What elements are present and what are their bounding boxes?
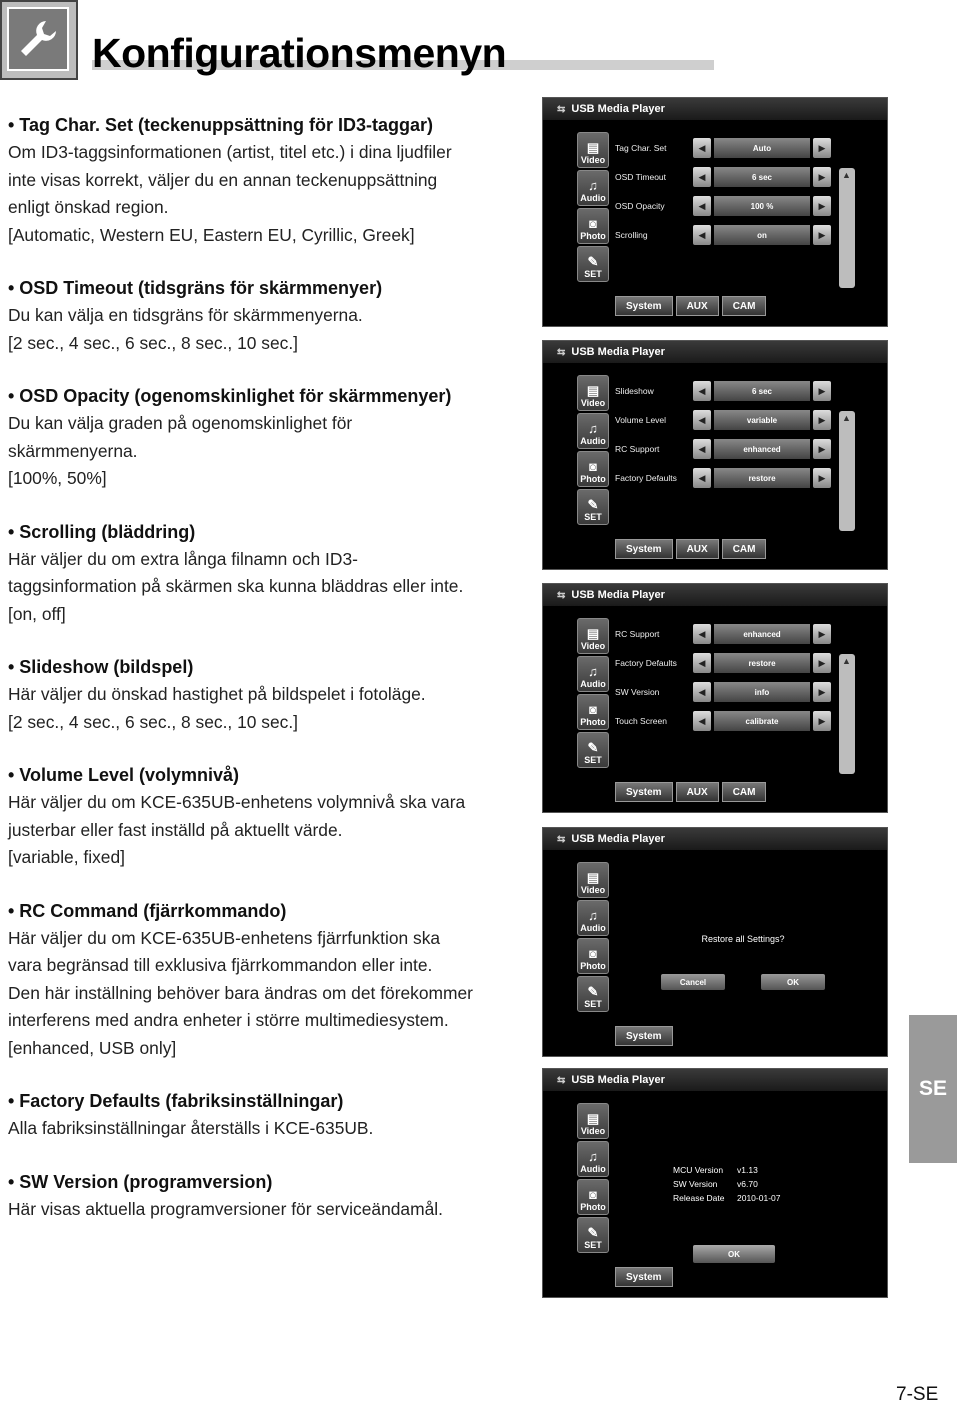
app-titlebar	[543, 341, 887, 363]
setting-value: variable	[714, 410, 810, 430]
scroll-up-icon[interactable]: ▲	[842, 170, 851, 180]
screenshot-version-info	[542, 1068, 888, 1298]
photo-button[interactable]: ◙ Photo	[577, 451, 609, 487]
section-line: [on, off]	[8, 603, 66, 624]
audio-button[interactable]: ♫ Audio	[577, 656, 609, 692]
setting-label: Factory Defaults	[615, 658, 677, 668]
app-titlebar	[543, 1069, 887, 1091]
arrow-right-icon[interactable]: ▶	[813, 468, 831, 488]
set-button[interactable]: ✎ SET	[577, 732, 609, 768]
settings-panel	[615, 134, 851, 250]
arrow-right-icon[interactable]: ▶	[813, 439, 831, 459]
section-line: interferens med andra enheter i större multimediesystem.	[8, 1010, 449, 1030]
dialog-buttons	[643, 974, 843, 990]
arrow-left-icon[interactable]: ◀	[693, 167, 711, 187]
section-line: [variable, fixed]	[8, 847, 125, 867]
setting-value: calibrate	[714, 711, 810, 731]
music-icon: ♫	[588, 421, 598, 436]
set-button[interactable]: ✎ SET	[577, 489, 609, 525]
video-button[interactable]: ▤ Video	[577, 618, 609, 654]
ok-button[interactable]: OK	[693, 1245, 775, 1263]
usb-icon: ⇆	[557, 346, 566, 358]
arrow-left-icon[interactable]: ◀	[693, 439, 711, 459]
bottom-tabs	[615, 1026, 676, 1046]
photo-button[interactable]: ◙ Photo	[577, 938, 609, 974]
setting-label: Touch Screen	[615, 716, 667, 726]
page-title: Konfigurationsmenyn	[92, 30, 507, 76]
audio-button[interactable]: ♫ Audio	[577, 1141, 609, 1177]
tab-system[interactable]: System	[615, 1267, 673, 1287]
arrow-right-icon[interactable]: ▶	[813, 410, 831, 430]
section-line: [enhanced, USB only]	[8, 1037, 177, 1058]
wrench-icon: ✎	[587, 740, 599, 755]
set-button[interactable]: ✎ SET	[577, 976, 609, 1012]
app-titlebar	[543, 98, 887, 120]
arrow-left-icon[interactable]: ◀	[693, 653, 711, 673]
version-row: Release Date 2010-01-07	[673, 1193, 781, 1203]
arrow-right-icon[interactable]: ▶	[813, 624, 831, 644]
version-info	[673, 1165, 780, 1207]
app-title: USB Media Player	[571, 1074, 665, 1086]
wrench-icon: ✎	[587, 497, 599, 512]
arrow-left-icon[interactable]: ◀	[693, 381, 711, 401]
setting-row	[615, 163, 851, 191]
section-sw-version	[8, 1169, 528, 1224]
setting-row	[615, 134, 851, 162]
language-tab: SE	[909, 1015, 957, 1163]
version-row: SW Version v6.70	[673, 1179, 758, 1189]
music-icon: ♫	[588, 664, 598, 679]
section-rc-command	[8, 898, 528, 1063]
scrollbar[interactable]	[839, 168, 855, 288]
section-osd-opacity	[8, 383, 528, 493]
section-line: Du kan välja en tidsgräns för skärmmenyerna.	[8, 305, 363, 325]
usb-icon: ⇆	[557, 589, 566, 601]
section-volume-level	[8, 762, 528, 872]
photo-button[interactable]: ◙ Photo	[577, 694, 609, 730]
set-button[interactable]: ✎ SET	[577, 1217, 609, 1253]
set-button[interactable]: ✎ SET	[577, 246, 609, 282]
video-button[interactable]: ▤ Video	[577, 1103, 609, 1139]
settings-panel	[615, 377, 851, 493]
video-button[interactable]: ▤ Video	[577, 132, 609, 168]
wrench-icon: ✎	[587, 1225, 599, 1240]
scrollbar[interactable]	[839, 654, 855, 774]
page-number: 7-SE	[896, 1384, 939, 1405]
wrench-icon: ✎	[587, 254, 599, 269]
setting-row	[615, 435, 851, 463]
setting-value: restore	[714, 468, 810, 488]
setting-row	[615, 620, 851, 648]
music-icon: ♫	[588, 1149, 598, 1164]
sidebar	[577, 375, 611, 527]
setting-label: SW Version	[615, 687, 660, 697]
audio-button[interactable]: ♫ Audio	[577, 900, 609, 936]
camera-icon: ◙	[589, 946, 597, 961]
setting-value: 6 sec	[714, 167, 810, 187]
section-heading: • OSD Timeout (tidsgräns för skärmmenyer)	[8, 278, 383, 298]
camera-icon: ◙	[589, 216, 597, 231]
setting-value: enhanced	[714, 439, 810, 459]
wrench-icon-badge	[0, 0, 78, 80]
dialog-message: Restore all Settings?	[701, 934, 785, 944]
version-row: MCU Version v1.13	[673, 1165, 758, 1175]
setting-value: enhanced	[714, 624, 810, 644]
section-heading: • RC Command (fjärrkommando)	[8, 900, 287, 921]
section-heading: • Volume Level (volymnivå)	[8, 765, 240, 785]
arrow-left-icon[interactable]: ◀	[693, 225, 711, 245]
video-button[interactable]: ▤ Video	[577, 375, 609, 411]
camera-icon: ◙	[589, 459, 597, 474]
sidebar	[577, 132, 611, 284]
setting-row	[615, 678, 851, 706]
setting-value: restore	[714, 653, 810, 673]
scrollbar[interactable]	[839, 411, 855, 531]
screenshot-restore-dialog	[542, 827, 888, 1057]
photo-button[interactable]: ◙ Photo	[577, 208, 609, 244]
section-line: taggsinformation på skärmen ska kunna bläddras eller inte.	[8, 576, 464, 596]
ok-button[interactable]: OK	[761, 974, 825, 990]
wrench-icon: ✎	[587, 984, 599, 999]
tab-cam[interactable]: CAM	[722, 782, 767, 802]
section-line: Här väljer du om extra långa filnamn och ID3-	[8, 548, 358, 569]
screenshot-settings-1	[542, 97, 888, 327]
music-icon: ♫	[588, 178, 598, 193]
setting-row	[615, 377, 851, 405]
setting-label: RC Support	[615, 444, 660, 454]
arrow-left-icon[interactable]: ◀	[693, 138, 711, 158]
arrow-right-icon[interactable]: ▶	[813, 653, 831, 673]
arrow-right-icon[interactable]: ▶	[813, 711, 831, 731]
tab-system[interactable]: System	[615, 539, 673, 559]
setting-value: info	[714, 682, 810, 702]
section-line: skärmmenyerna.	[8, 440, 138, 461]
photo-button[interactable]: ◙ Photo	[577, 1179, 609, 1215]
section-heading: • Slideshow (bildspel)	[8, 657, 194, 677]
sidebar	[577, 862, 611, 1014]
section-line: [Automatic, Western EU, Eastern EU, Cyrillic, Greek]	[8, 224, 415, 245]
section-heading: • OSD Opacity (ogenomskinlighet för skärmmenyer)	[8, 386, 452, 406]
settings-panel	[615, 620, 851, 736]
arrow-right-icon[interactable]: ▶	[813, 138, 831, 158]
section-tag-char-set	[8, 112, 528, 249]
arrow-left-icon[interactable]: ◀	[693, 196, 711, 216]
bottom-tabs	[615, 1267, 676, 1287]
usb-icon: ⇆	[557, 833, 566, 845]
arrow-right-icon[interactable]: ▶	[813, 225, 831, 245]
section-line: [2 sec., 4 sec., 6 sec., 8 sec., 10 sec.]	[8, 332, 298, 353]
tab-aux[interactable]: AUX	[676, 296, 719, 316]
section-line: Om ID3-taggsinformationen (artist, titel etc.) i dina ljudfiler	[8, 142, 452, 162]
setting-row	[615, 649, 851, 677]
section-line: justerbar eller fast inställd på aktuellt värde.	[8, 819, 343, 840]
setting-row	[615, 464, 851, 492]
app-title: USB Media Player	[571, 833, 665, 845]
setting-row	[615, 221, 851, 249]
film-icon: ▤	[586, 870, 600, 885]
section-line: Här visas aktuella programversioner för serviceändamål.	[8, 1198, 443, 1219]
scroll-up-icon[interactable]: ▲	[842, 413, 851, 423]
video-button[interactable]: ▤ Video	[577, 862, 609, 898]
app-titlebar	[543, 584, 887, 606]
tab-aux[interactable]: AUX	[676, 539, 719, 559]
camera-icon: ◙	[589, 1187, 597, 1202]
arrow-left-icon[interactable]: ◀	[693, 468, 711, 488]
screenshot-settings-2	[542, 340, 888, 570]
screenshot-settings-3	[542, 583, 888, 813]
setting-value: 100 %	[714, 196, 810, 216]
section-scrolling	[8, 519, 528, 629]
app-title: USB Media Player	[571, 103, 665, 115]
arrow-left-icon[interactable]: ◀	[693, 711, 711, 731]
section-line: Du kan välja graden på ogenomskinlighet för	[8, 413, 353, 433]
arrow-left-icon[interactable]: ◀	[693, 682, 711, 702]
section-line: enligt önskad region.	[8, 197, 169, 217]
tab-system[interactable]: System	[615, 782, 673, 802]
setting-label: OSD Timeout	[615, 172, 667, 182]
app-title: USB Media Player	[571, 346, 665, 358]
film-icon: ▤	[586, 383, 600, 398]
section-line: vara begränsad till exklusiva fjärrkommandon eller inte.	[8, 955, 433, 975]
audio-button[interactable]: ♫ Audio	[577, 413, 609, 449]
section-line: Här väljer du om KCE-635UB-enhetens volymnivå ska vara	[8, 792, 466, 812]
setting-row	[615, 707, 851, 735]
setting-label: Tag Char. Set	[615, 143, 667, 153]
setting-label: Factory Defaults	[615, 473, 677, 483]
setting-label: Slideshow	[615, 386, 654, 396]
setting-value: Auto	[714, 138, 810, 158]
restore-dialog	[643, 898, 843, 990]
camera-icon: ◙	[589, 702, 597, 717]
audio-button[interactable]: ♫ Audio	[577, 170, 609, 206]
arrow-left-icon[interactable]: ◀	[693, 624, 711, 644]
section-line: Alla fabriksinställningar återställs i KCE-635UB.	[8, 1118, 374, 1138]
section-heading: • SW Version (programversion)	[8, 1171, 273, 1192]
arrow-right-icon[interactable]: ▶	[813, 381, 831, 401]
setting-row	[615, 192, 851, 220]
arrow-right-icon[interactable]: ▶	[813, 167, 831, 187]
tab-system[interactable]: System	[615, 296, 673, 316]
cancel-button[interactable]: Cancel	[661, 974, 725, 990]
usb-icon: ⇆	[557, 1074, 566, 1086]
tab-aux[interactable]: AUX	[676, 782, 719, 802]
section-line: Här väljer du önskad hastighet på bildspelet i fotoläge.	[8, 684, 426, 704]
film-icon: ▤	[586, 626, 600, 641]
setting-label: Scrolling	[615, 230, 648, 240]
setting-label: Volume Level	[615, 415, 667, 425]
wrench-icon	[16, 17, 60, 61]
bottom-tabs	[615, 539, 769, 559]
section-heading: • Scrolling (bläddring)	[8, 521, 196, 542]
section-slideshow	[8, 654, 528, 736]
setting-label: RC Support	[615, 629, 660, 639]
music-icon: ♫	[588, 908, 598, 923]
tab-system[interactable]: System	[615, 1026, 673, 1046]
section-line: inte visas korrekt, väljer du en annan teckenuppsättning	[8, 169, 438, 190]
section-osd-timeout	[8, 275, 528, 357]
scroll-up-icon[interactable]: ▲	[842, 656, 851, 666]
section-factory-defaults	[8, 1088, 528, 1143]
film-icon: ▤	[586, 1111, 600, 1126]
tab-cam[interactable]: CAM	[722, 296, 767, 316]
app-titlebar	[543, 828, 887, 850]
bottom-tabs	[615, 782, 769, 802]
sidebar	[577, 618, 611, 770]
content-column	[8, 112, 528, 1249]
app-title: USB Media Player	[571, 589, 665, 601]
setting-value: 6 sec	[714, 381, 810, 401]
arrow-right-icon[interactable]: ▶	[813, 196, 831, 216]
arrow-left-icon[interactable]: ◀	[693, 410, 711, 430]
setting-label: OSD Opacity	[615, 201, 665, 211]
section-line: [100%, 50%]	[8, 468, 107, 488]
section-heading: • Tag Char. Set (teckenuppsättning för ID3-taggar)	[8, 115, 434, 135]
arrow-right-icon[interactable]: ▶	[813, 682, 831, 702]
film-icon: ▤	[586, 140, 600, 155]
section-heading: • Factory Defaults (fabriksinställningar)	[8, 1091, 344, 1111]
section-line: Här väljer du om KCE-635UB-enhetens fjärrfunktion ska	[8, 927, 441, 948]
usb-icon: ⇆	[557, 103, 566, 115]
sidebar	[577, 1103, 611, 1255]
bottom-tabs	[615, 296, 769, 316]
section-line: [2 sec., 4 sec., 6 sec., 8 sec., 10 sec.]	[8, 711, 298, 732]
setting-row	[615, 406, 851, 434]
section-line: Den här inställning behöver bara ändras om det förekommer	[8, 982, 473, 1003]
tab-cam[interactable]: CAM	[722, 539, 767, 559]
setting-value: on	[714, 225, 810, 245]
